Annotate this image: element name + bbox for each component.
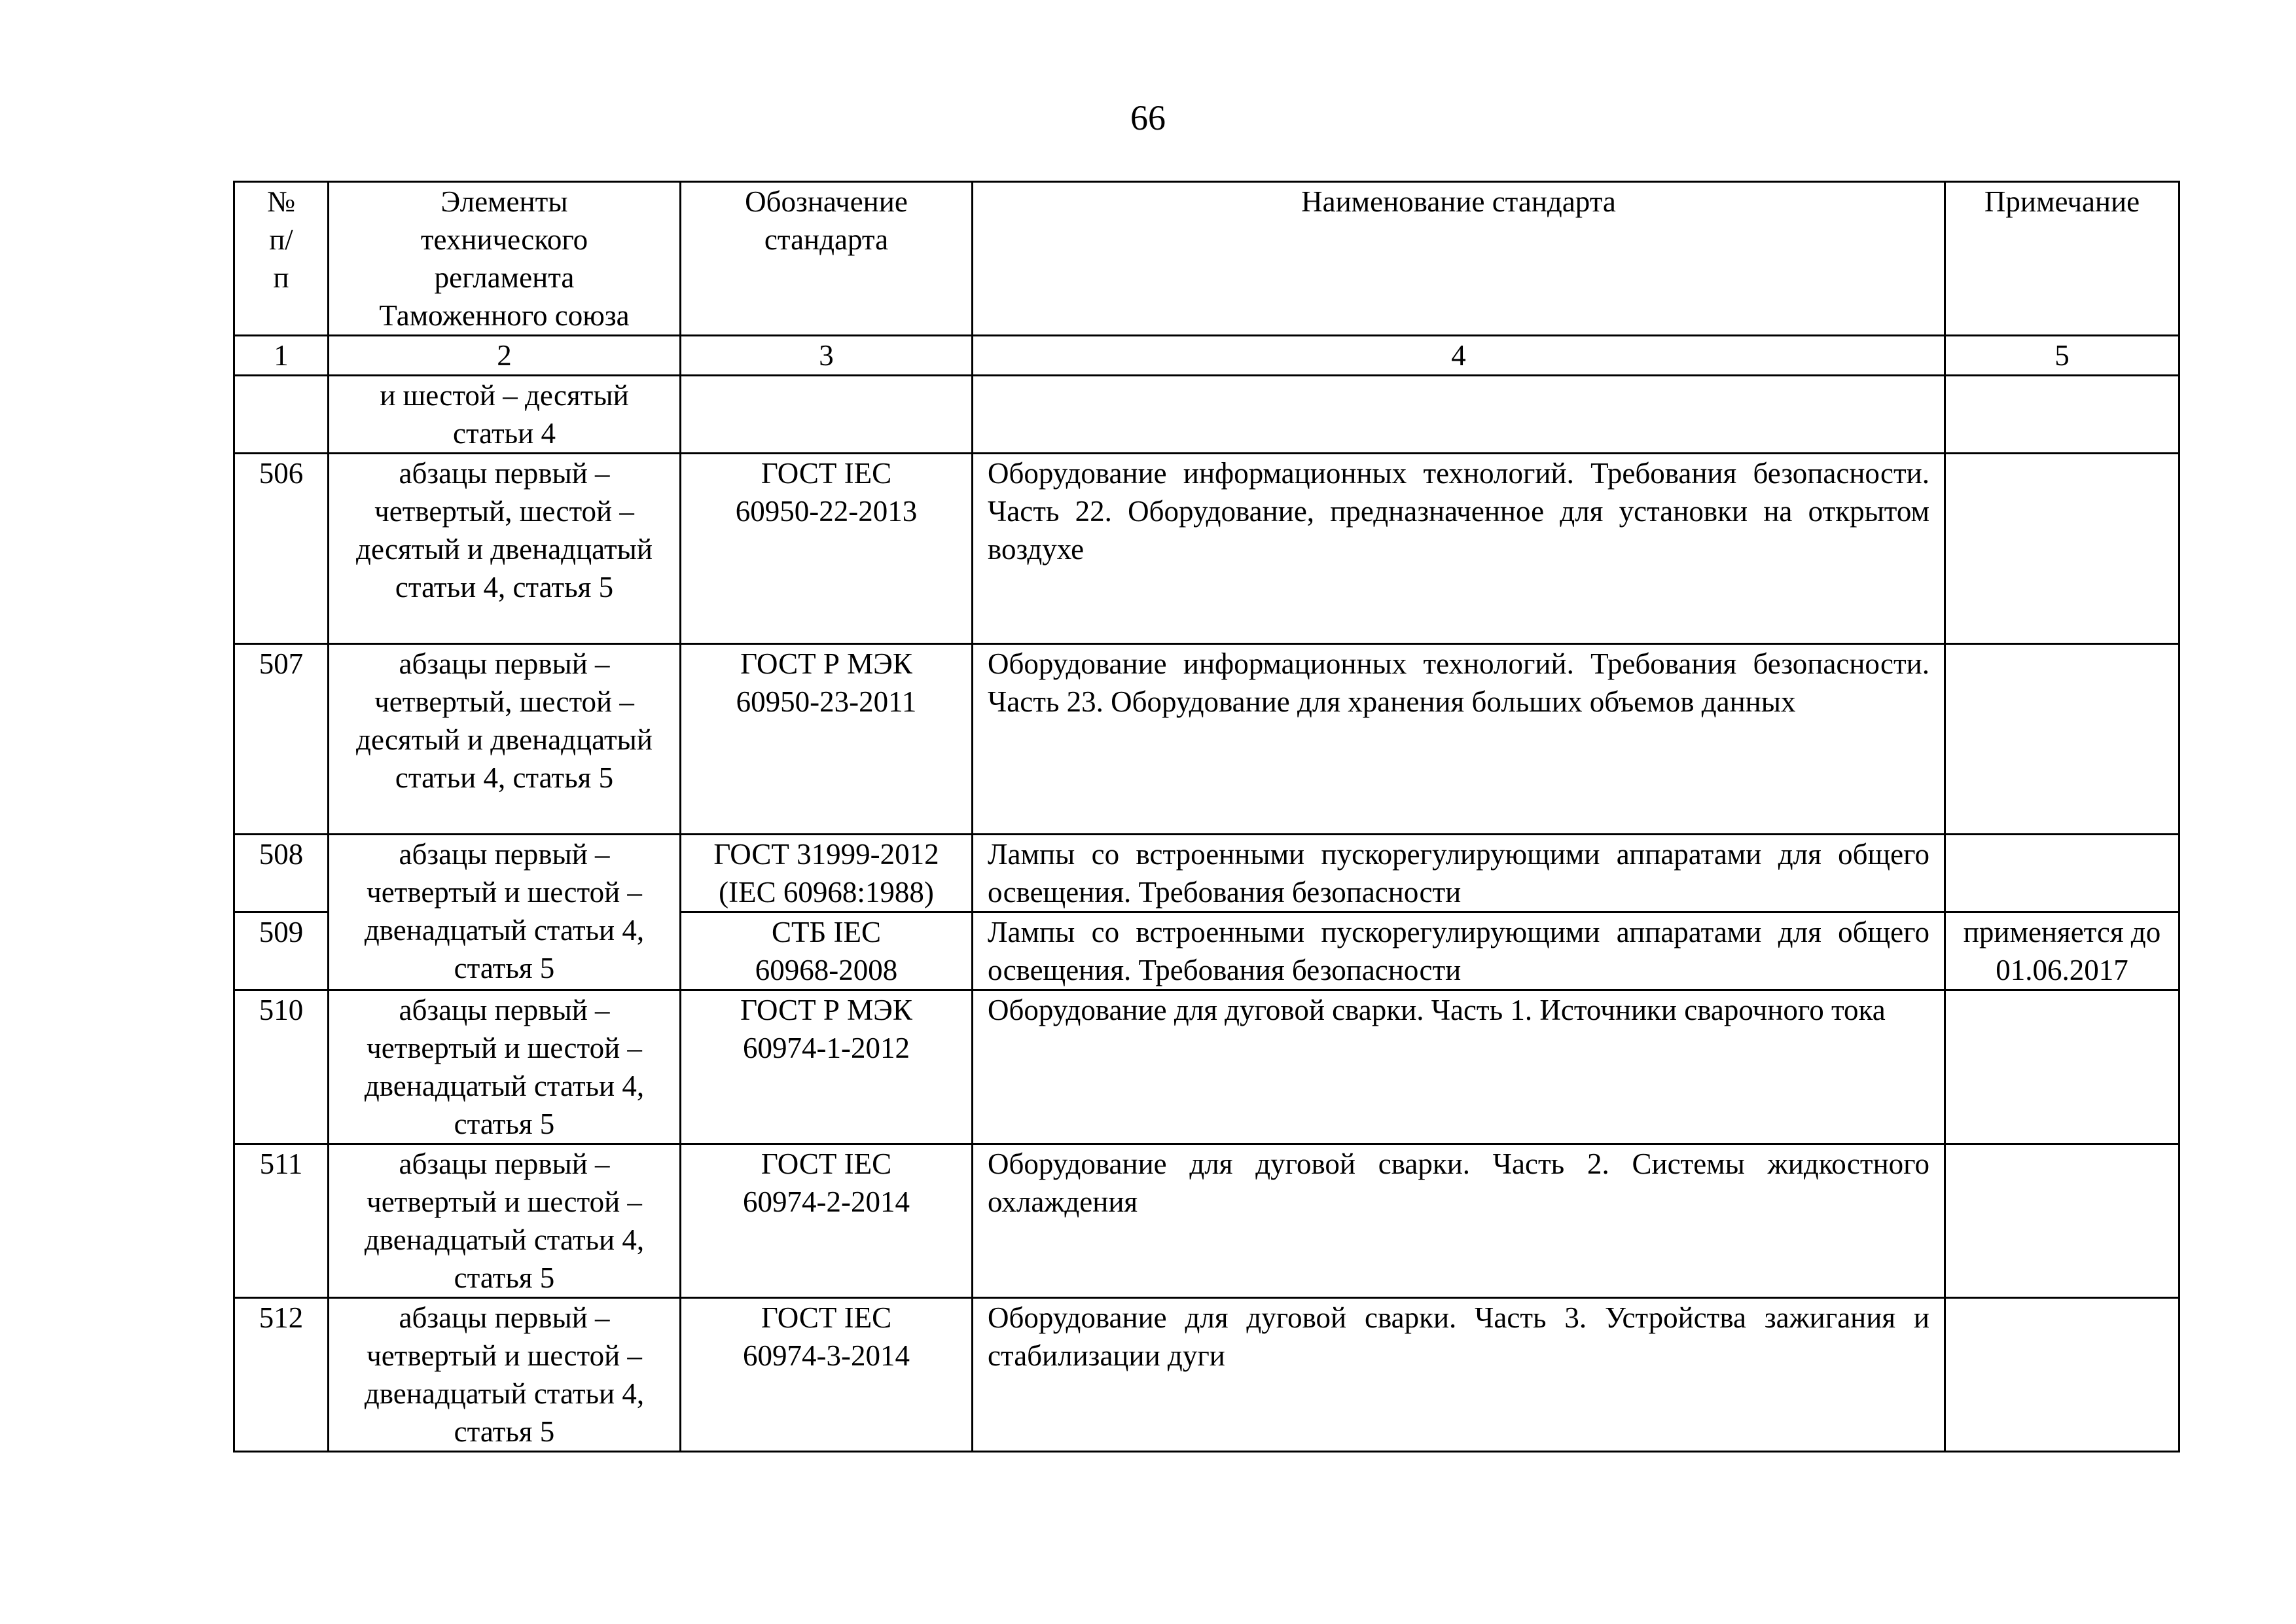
row-name: Оборудование информационных технологий. Требования безопасности. Часть 22. Оборудование, предназначенное для установки на открытом воздухе (973, 454, 1945, 644)
row-number: 506 (234, 454, 329, 644)
table-row-510 (234, 990, 2179, 1144)
row-note (1945, 990, 2179, 1144)
row-note (1945, 1144, 2179, 1298)
header-name: Наименование стандарта (973, 182, 1945, 336)
row-designation: ГОСТ IEC 60974-2-2014 (681, 1144, 973, 1298)
column-number: 1 (234, 336, 329, 376)
row-number: 507 (234, 644, 329, 835)
row-number (234, 376, 329, 454)
row-note (1945, 1298, 2179, 1452)
row-number: 510 (234, 990, 329, 1144)
column-number: 4 (973, 336, 1945, 376)
table-row-506 (234, 454, 2179, 644)
row-elements: абзацы первый – четвертый, шестой – десятый и двенадцатый статьи 4, статья 5 (329, 644, 681, 835)
row-designation: ГОСТ Р МЭК 60974-1-2012 (681, 990, 973, 1144)
column-number: 3 (681, 336, 973, 376)
row-note (1945, 376, 2179, 454)
column-number: 5 (1945, 336, 2179, 376)
row-designation: ГОСТ Р МЭК 60950-23-2011 (681, 644, 973, 835)
row-name: Оборудование информационных технологий. Требования безопасности. Часть 23. Оборудование для хранения больших объемов данных (973, 644, 1945, 835)
row-name: Оборудование для дуговой сварки. Часть 3. Устройства зажигания и стабилизации дуги (973, 1298, 1945, 1452)
row-elements: абзацы первый – четвертый, шестой – десятый и двенадцатый статьи 4, статья 5 (329, 454, 681, 644)
page-number: 66 (1130, 98, 1166, 137)
header-designation: Обозначение стандарта (681, 182, 973, 336)
row-note: применяется до 01.06.2017 (1945, 912, 2179, 990)
row-number: 511 (234, 1144, 329, 1298)
row-designation: ГОСТ IEC 60974-3-2014 (681, 1298, 973, 1452)
row-name: Лампы со встроенными пускорегулирующими аппаратами для общего освещения. Требования безопасности (973, 835, 1945, 912)
table-row-continuation (234, 376, 2179, 454)
row-designation: ГОСТ IEC 60950-22-2013 (681, 454, 973, 644)
header-note: Примечание (1945, 182, 2179, 336)
row-note (1945, 454, 2179, 644)
header-elements: Элементы технического регламента Таможенного союза (329, 182, 681, 336)
table-row-507 (234, 644, 2179, 835)
row-name: Лампы со встроенными пускорегулирующими аппаратами для общего освещения. Требования безопасности (973, 912, 1945, 990)
table-row-508 (234, 835, 2179, 912)
column-number-row (234, 336, 2179, 376)
row-note (1945, 644, 2179, 835)
row-name: Оборудование для дуговой сварки. Часть 2. Системы жидкостного охлаждения (973, 1144, 1945, 1298)
row-elements-merged: абзацы первый – четвертый и шестой – двенадцатый статьи 4, статья 5 (329, 835, 681, 990)
row-designation: ГОСТ 31999-2012 (IEC 60968:1988) (681, 835, 973, 912)
row-number: 512 (234, 1298, 329, 1452)
column-number: 2 (329, 336, 681, 376)
standards-table (233, 181, 2180, 1453)
row-elements: абзацы первый – четвертый и шестой – двенадцатый статьи 4, статья 5 (329, 990, 681, 1144)
row-designation (681, 376, 973, 454)
row-number: 508 (234, 835, 329, 912)
table-row-512 (234, 1298, 2179, 1452)
table-row-511 (234, 1144, 2179, 1298)
row-name (973, 376, 1945, 454)
row-note (1945, 835, 2179, 912)
row-elements: и шестой – десятый статьи 4 (329, 376, 681, 454)
row-elements: абзацы первый – четвертый и шестой – двенадцатый статьи 4, статья 5 (329, 1298, 681, 1452)
table-header-row (234, 182, 2179, 336)
row-designation: СТБ IEC 60968-2008 (681, 912, 973, 990)
row-elements: абзацы первый – четвертый и шестой – двенадцатый статьи 4, статья 5 (329, 1144, 681, 1298)
row-number: 509 (234, 912, 329, 990)
header-number: № п/п (234, 182, 329, 336)
row-name: Оборудование для дуговой сварки. Часть 1. Источники сварочного тока (973, 990, 1945, 1144)
